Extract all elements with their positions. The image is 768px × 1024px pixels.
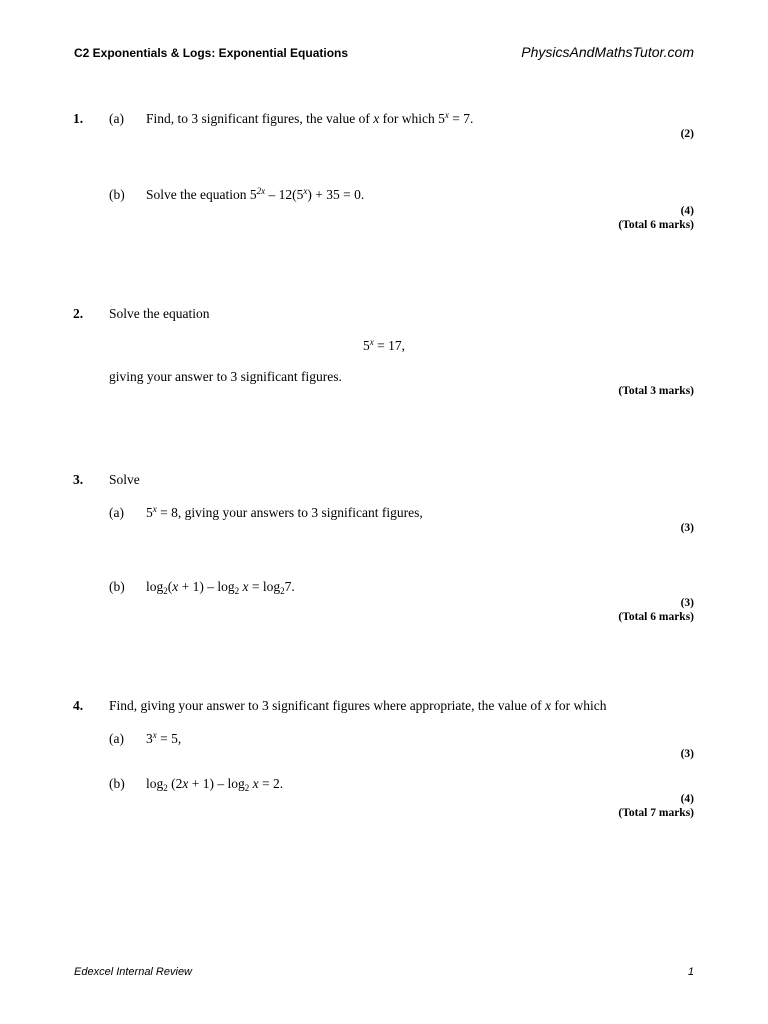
header-title: C2 Exponentials & Logs: Exponential Equations	[74, 46, 349, 60]
question-1-total: (Total 6 marks)	[618, 219, 694, 231]
question-3-number: 3.	[73, 472, 84, 487]
question-2-total: (Total 3 marks)	[618, 385, 694, 397]
question-4b-text: $\log_2 (2x + 1) - \log_2 x = 2$.	[146, 776, 284, 793]
question-3b-marks: (3)	[680, 597, 694, 609]
question-4-total: (Total 7 marks)	[618, 807, 694, 819]
question-3-intro: Solve	[109, 472, 140, 487]
question-4a-marks: (3)	[680, 748, 694, 760]
question-1a-label: (a)	[109, 111, 124, 126]
page-number: 1	[687, 966, 694, 978]
question-4a-text: $3^x = 5$,	[146, 730, 182, 746]
question-3a-label: (a)	[109, 505, 124, 520]
question-4b-marks: (4)	[680, 793, 694, 805]
question-3a-marks: (3)	[680, 522, 694, 534]
question-4-intro: Find, giving your answer to 3 significant figures where appropriate, the value of x for which	[109, 698, 607, 713]
footer-source: Edexcel Internal Review	[74, 966, 193, 978]
question-3-total: (Total 6 marks)	[618, 611, 694, 623]
question-3b-text: $\log_2(x + 1) - \log_2 x = \log_27$.	[146, 579, 295, 596]
question-1b-label: (b)	[109, 187, 125, 202]
question-2-instruction: giving your answer to 3 significant figures.	[109, 369, 342, 384]
question-1a-marks: (2)	[680, 128, 694, 140]
question-3b-label: (b)	[109, 579, 125, 594]
question-3a-text: $5^x = 8$, giving your answers to 3 significant figures,	[146, 504, 423, 520]
question-1a-text: Find, to 3 significant figures, the value of x for which $5^x = 7$.	[146, 110, 474, 126]
question-1-number: 1.	[73, 111, 84, 126]
question-2-intro: Solve the equation	[109, 306, 210, 321]
question-1b-marks: (4)	[680, 205, 694, 217]
header-site: PhysicsAndMathsTutor.com	[521, 44, 694, 60]
question-4-number: 4.	[73, 698, 84, 713]
question-4b-label: (b)	[109, 776, 125, 791]
question-2-equation: $5^x = 17$,	[363, 337, 405, 353]
question-4a-label: (a)	[109, 731, 124, 746]
question-2-number: 2.	[73, 306, 84, 321]
question-1b-text: Solve the equation $5^{2x} - 12(5^x) + 35 = 0$.	[146, 186, 365, 202]
